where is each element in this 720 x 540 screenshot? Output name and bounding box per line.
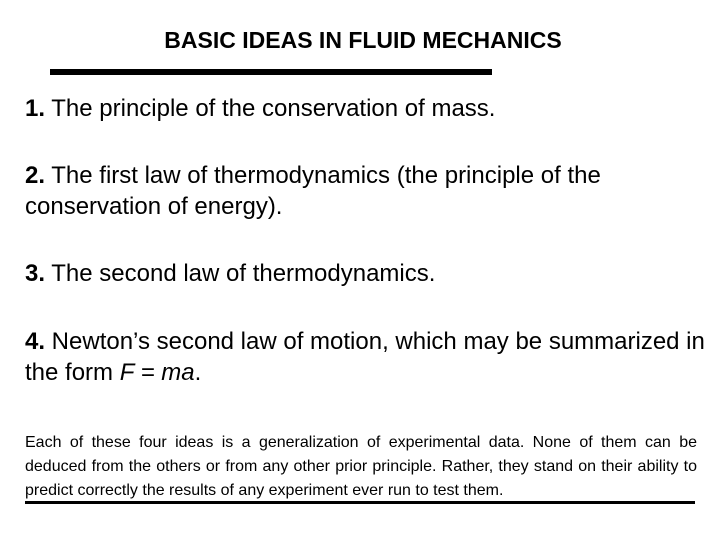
item-number: 2. <box>25 162 46 189</box>
summary-paragraph: Each of these four ideas is a generalization of experimental data. None of them can be deduced from the others or from any other prior principle. Rather, they stand on their ability to predict correctly the results of any experiment ever run to test them. <box>25 434 697 499</box>
bottom-divider <box>25 501 695 504</box>
formula: F = ma <box>119 359 195 386</box>
list-item <box>25 326 705 388</box>
list-item <box>25 258 705 289</box>
item-text: The second law of thermodynamics. <box>45 260 436 287</box>
title-underline <box>50 69 492 75</box>
item-number: 4. <box>25 328 46 355</box>
item-text: The first law of thermodynamics (the principle of the conservation of energy). <box>25 162 601 220</box>
item-text-end: . <box>194 359 202 386</box>
item-number: 3. <box>25 260 46 287</box>
list-item <box>25 160 705 222</box>
page-title: BASIC IDEAS IN FLUID MECHANICS <box>164 27 562 53</box>
list-item <box>25 93 705 124</box>
item-text: The principle of the conservation of mass. <box>45 95 496 122</box>
item-text: Newton’s second law of motion, which may be summarized in the form <box>25 328 705 386</box>
item-number: 1. <box>25 95 46 122</box>
